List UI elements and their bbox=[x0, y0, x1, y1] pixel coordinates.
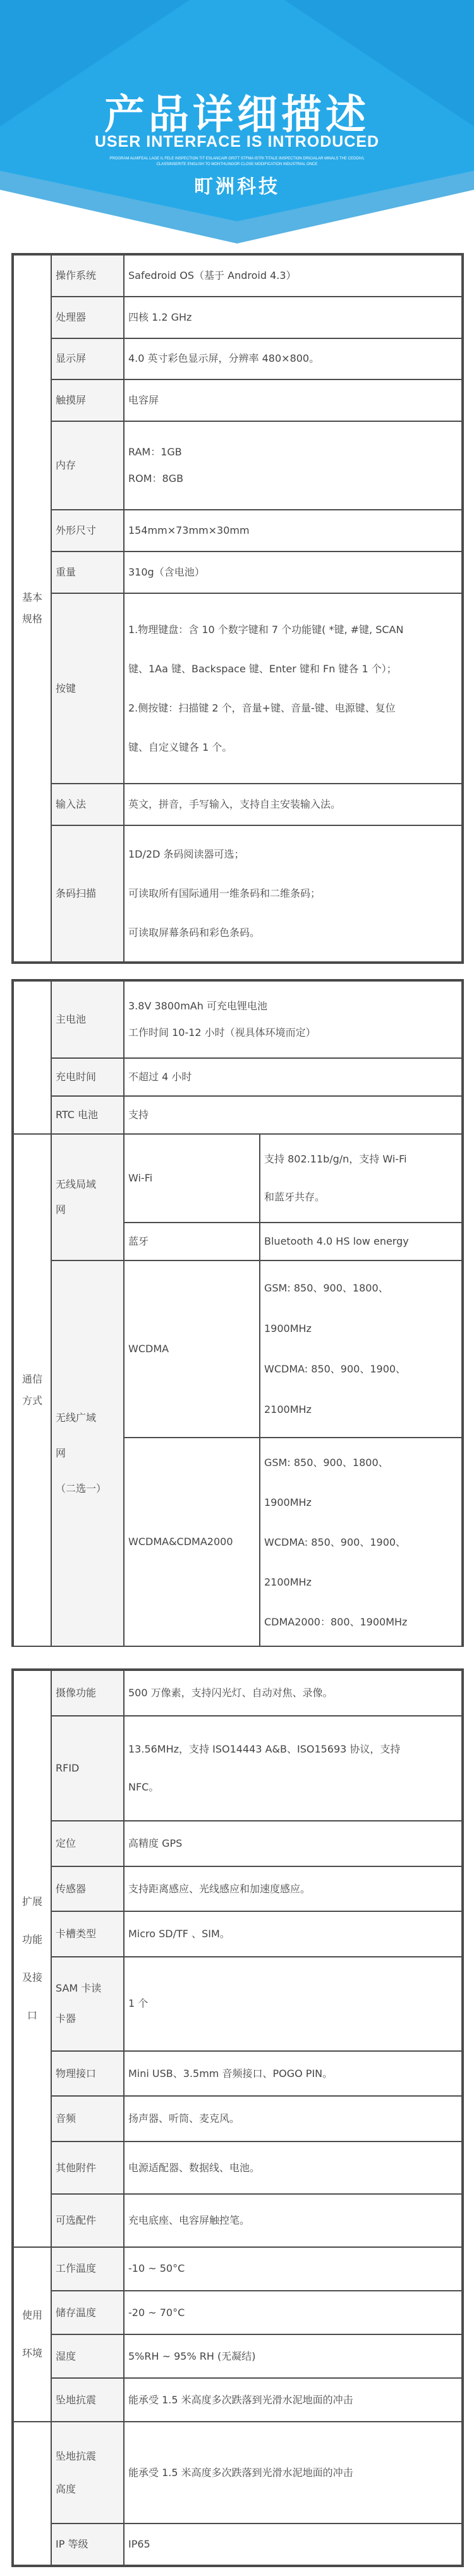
spec-value-line: GSM: 850、900、1800、 bbox=[264, 1456, 389, 1469]
spec-value: -20 ~ 70°C bbox=[124, 2291, 462, 2334]
spec-label: 音频 bbox=[51, 2096, 124, 2142]
table-row bbox=[13, 2422, 462, 2524]
spec-label: 条码扫描 bbox=[51, 825, 124, 962]
spec-value bbox=[124, 421, 462, 510]
spec-label: 处理器 bbox=[51, 297, 124, 338]
spec-label: 显示屏 bbox=[51, 338, 124, 380]
spec-value: 四核 1.2 GHz bbox=[124, 297, 462, 338]
spec-value-line: 1D/2D 条码阅读器可选； bbox=[128, 847, 245, 860]
spec-label: 触摸屏 bbox=[51, 379, 124, 421]
table-row bbox=[13, 2194, 462, 2246]
table-row bbox=[13, 825, 462, 962]
spec-label: RTC 电池 bbox=[51, 1096, 124, 1134]
spec-subtype: 蓝牙 bbox=[124, 1223, 260, 1260]
spec-value: Mini USB、3.5mm 音频接口、POGO PIN。 bbox=[124, 2051, 462, 2097]
spec-label: 内存 bbox=[51, 421, 124, 510]
spec-value: 扬声器、听筒、麦克风。 bbox=[124, 2096, 462, 2142]
category-text: 使用 bbox=[21, 2309, 42, 2322]
spec-value: 能承受 1.5 米高度多次跌落到光滑水泥地面的冲击 bbox=[124, 2422, 462, 2524]
spec-section-basic bbox=[11, 253, 464, 964]
spec-value: 支持距离感应、光线感应和加速度感应。 bbox=[124, 1866, 462, 1912]
spec-value-line: 2.侧按键：扫描键 2 个，音量+键、音量-键、电源键、复位 bbox=[128, 701, 396, 714]
spec-value bbox=[124, 825, 462, 962]
category-text: 环境 bbox=[21, 2347, 42, 2360]
spec-value: 500 万像素，支持闪光灯、自动对焦、录像。 bbox=[124, 1670, 462, 1716]
spec-value: -10 ~ 50°C bbox=[124, 2247, 462, 2291]
spec-label bbox=[51, 2422, 124, 2524]
table-row bbox=[13, 1821, 462, 1866]
spec-label: 传感器 bbox=[51, 1866, 124, 1912]
table-row bbox=[13, 2524, 462, 2565]
spec-value-line: 键、1Aa 键、Backspace 键、Enter 键和 Fn 键各 1 个）； bbox=[128, 662, 397, 675]
spec-value: 电容屏 bbox=[124, 379, 462, 421]
spec-label-line: 无线广域 bbox=[56, 1412, 97, 1424]
table-row bbox=[13, 2334, 462, 2378]
table-row bbox=[13, 297, 462, 338]
spec-label: 其他附件 bbox=[51, 2142, 124, 2194]
table-row bbox=[13, 1957, 462, 2051]
banner-fine-print: PROGRAM ALMIFEAL LAGE IL FELE INSPECTION TIT ESLANCAIR GRITT STFMA ISTRI TITALE INSPECTION DRICIALAR MINALS THE CEDDIVL CLASSINSERITE ENGLISH TO MONTHLINGOR CLOSE MODIFICATION INDUSTRIAL ONCE bbox=[109, 157, 365, 166]
spec-value-line: 2100MHz bbox=[264, 1575, 312, 1588]
table-row bbox=[13, 1911, 462, 1957]
category-text: 通信 bbox=[21, 1373, 42, 1385]
header-banner bbox=[0, 0, 474, 243]
spec-value-line: 13.56MHz，支持 ISO14443 A&B、ISO15693 协议，支持 bbox=[128, 1742, 401, 1755]
spec-subtype: Wi-Fi bbox=[124, 1134, 260, 1223]
spec-label: 重量 bbox=[51, 552, 124, 593]
spec-label: 坠地抗震 bbox=[51, 2378, 124, 2422]
spec-value bbox=[124, 981, 462, 1058]
banner-subtitle: USER INTERFACE IS INTRODUCED bbox=[94, 133, 380, 151]
spec-label: 输入法 bbox=[51, 784, 124, 825]
spec-value bbox=[124, 593, 462, 784]
spec-table-power-comm bbox=[13, 980, 463, 1647]
spec-label-line: SAM 卡读 bbox=[56, 1982, 102, 1995]
spec-value-line: 可读取所有国际通用一维条码和二维条码； bbox=[128, 887, 321, 899]
table-row bbox=[13, 1260, 462, 1438]
brand-name: 町洲科技 bbox=[194, 176, 280, 198]
spec-value: 能承受 1.5 米高度多次跌落到光滑水泥地面的冲击 bbox=[124, 2378, 462, 2422]
table-row bbox=[13, 2247, 462, 2291]
table-row bbox=[13, 255, 462, 297]
spec-value-line: ROM：8GB bbox=[128, 472, 184, 485]
spec-label: RFID bbox=[51, 1716, 124, 1821]
spec-label-line: （二选一） bbox=[56, 1482, 107, 1494]
category-cell bbox=[13, 255, 51, 962]
table-row bbox=[13, 981, 462, 1058]
table-row bbox=[13, 593, 462, 784]
spec-value: 高精度 GPS bbox=[124, 1821, 462, 1866]
table-row bbox=[13, 338, 462, 380]
table-row bbox=[13, 2291, 462, 2334]
line-gap bbox=[128, 463, 458, 468]
spec-label: 按键 bbox=[51, 593, 124, 784]
spec-label: 工作温度 bbox=[51, 2247, 124, 2291]
banner-title: 产品详细描述 bbox=[104, 92, 370, 139]
table-row bbox=[13, 552, 462, 593]
category-text: 方式 bbox=[21, 1395, 42, 1407]
spec-value: 310g（含电池） bbox=[124, 552, 462, 593]
spec-label-line: 网 bbox=[56, 1447, 66, 1459]
spec-subtype: WCDMA&CDMA2000 bbox=[124, 1438, 260, 1646]
spec-label: 充电时间 bbox=[51, 1058, 124, 1096]
spec-value: 支持 bbox=[124, 1096, 462, 1134]
spec-value bbox=[260, 1438, 462, 1646]
spec-label bbox=[51, 1957, 124, 2051]
category-cell-empty bbox=[13, 981, 51, 1134]
spec-value-line: CDMA2000：800、1900MHz bbox=[264, 1615, 408, 1628]
spec-section-extended bbox=[11, 1668, 464, 2567]
spec-section-power-comm bbox=[11, 979, 464, 1647]
category-cell bbox=[13, 1670, 51, 2247]
spec-label: 卡槽类型 bbox=[51, 1911, 124, 1957]
spec-label-line: 坠地抗震 bbox=[56, 2450, 97, 2462]
spec-value-line: 和蓝牙共存。 bbox=[264, 1191, 325, 1203]
category-cell bbox=[13, 1134, 51, 1646]
spec-value-line: WCDMA: 850、900、1900、 bbox=[264, 1536, 406, 1548]
line-gap bbox=[128, 1017, 458, 1022]
table-row bbox=[13, 510, 462, 552]
table-row bbox=[13, 2142, 462, 2194]
spec-label: 操作系统 bbox=[51, 255, 124, 297]
table-row bbox=[13, 2378, 462, 2422]
spec-value-line: 工作时间 10-12 小时（视具体环境而定） bbox=[128, 1026, 316, 1038]
table-row bbox=[13, 1670, 462, 1716]
spec-value: 英文，拼音，手写输入，支持自主安装输入法。 bbox=[124, 784, 462, 825]
table-row bbox=[13, 379, 462, 421]
spec-value: Safedroid OS（基于 Android 4.3） bbox=[124, 255, 462, 297]
spec-table-extended bbox=[13, 1670, 463, 2566]
spec-label-line: 卡器 bbox=[56, 2012, 76, 2025]
category-text: 功能 bbox=[21, 1933, 42, 1945]
spec-value-line: 1.物理键盘：含 10 个数字键和 7 个功能键( *键, #键, SCAN bbox=[128, 623, 404, 636]
spec-value-line: 2100MHz bbox=[264, 1403, 312, 1415]
table-row bbox=[13, 784, 462, 825]
spec-value: 不超过 4 小时 bbox=[124, 1058, 462, 1096]
spec-value-line: 支持 802.11b/g/n，支持 Wi-Fi bbox=[264, 1153, 407, 1165]
spec-table-basic bbox=[13, 254, 463, 963]
table-row bbox=[13, 1716, 462, 1821]
category-cell-empty bbox=[13, 2422, 51, 2565]
table-row bbox=[13, 1134, 462, 1223]
spec-value-line: WCDMA: 850、900、1900、 bbox=[264, 1363, 406, 1375]
table-row bbox=[13, 1866, 462, 1912]
spec-label: 外形尺寸 bbox=[51, 510, 124, 552]
spec-value-line: 3.8V 3800mAh 可充电锂电池 bbox=[128, 1000, 267, 1012]
spec-label: 主电池 bbox=[51, 981, 124, 1058]
spec-value: 充电底座、电容屏触控笔。 bbox=[124, 2194, 462, 2246]
spec-value bbox=[124, 1716, 462, 1821]
category-text: 规格 bbox=[21, 613, 42, 625]
spec-value-line: NFC。 bbox=[128, 1780, 159, 1793]
spec-value: 4.0 英寸彩色显示屏，分辨率 480×800。 bbox=[124, 338, 462, 380]
table-row bbox=[13, 421, 462, 510]
table-row bbox=[13, 2096, 462, 2142]
spec-value: 154mm×73mm×30mm bbox=[124, 510, 462, 552]
spec-value-line: 可读取屏幕条码和彩色条码。 bbox=[128, 926, 260, 939]
category-cell bbox=[13, 2247, 51, 2422]
spec-label-line: 无线局域 bbox=[56, 1178, 97, 1190]
spec-value: Micro SD/TF 、SIM。 bbox=[124, 1911, 462, 1957]
category-text: 扩展 bbox=[21, 1895, 42, 1907]
spec-value: 电源适配器、数据线、电池。 bbox=[124, 2142, 462, 2194]
spec-value: 5%RH ~ 95% RH (无凝结) bbox=[124, 2334, 462, 2378]
spec-label: 湿度 bbox=[51, 2334, 124, 2378]
spec-value-line: 键、自定义键各 1 个。 bbox=[128, 741, 233, 753]
spec-label: 摄像功能 bbox=[51, 1670, 124, 1716]
spec-label: 储存温度 bbox=[51, 2291, 124, 2334]
spec-label-line: 高度 bbox=[56, 2482, 76, 2495]
spec-value-line: RAM：1GB bbox=[128, 446, 182, 459]
spec-value bbox=[260, 1134, 462, 1223]
table-row bbox=[13, 2051, 462, 2097]
spec-label-line: 网 bbox=[56, 1204, 66, 1216]
spec-label: 物理接口 bbox=[51, 2051, 124, 2097]
category-text: 口 bbox=[27, 2009, 37, 2021]
spec-value-line: 1900MHz bbox=[264, 1322, 312, 1334]
category-text: 及接 bbox=[21, 1971, 42, 1983]
spec-label bbox=[51, 1260, 124, 1646]
spec-value-line: GSM: 850、900、1800、 bbox=[264, 1282, 389, 1294]
spec-label bbox=[51, 1134, 124, 1260]
spec-value: 1 个 bbox=[124, 1957, 462, 2051]
category-text: 基本 bbox=[21, 591, 42, 603]
table-row bbox=[13, 1058, 462, 1096]
spec-subtype: WCDMA bbox=[124, 1260, 260, 1438]
spec-label: IP 等级 bbox=[51, 2524, 124, 2565]
spec-value bbox=[260, 1260, 462, 1438]
spec-value: IP65 bbox=[124, 2524, 462, 2565]
spec-value: Bluetooth 4.0 HS low energy bbox=[260, 1223, 462, 1260]
spec-label: 定位 bbox=[51, 1821, 124, 1866]
spec-label: 可选配件 bbox=[51, 2194, 124, 2246]
spec-value-line: 1900MHz bbox=[264, 1496, 312, 1508]
table-row bbox=[13, 1096, 462, 1134]
